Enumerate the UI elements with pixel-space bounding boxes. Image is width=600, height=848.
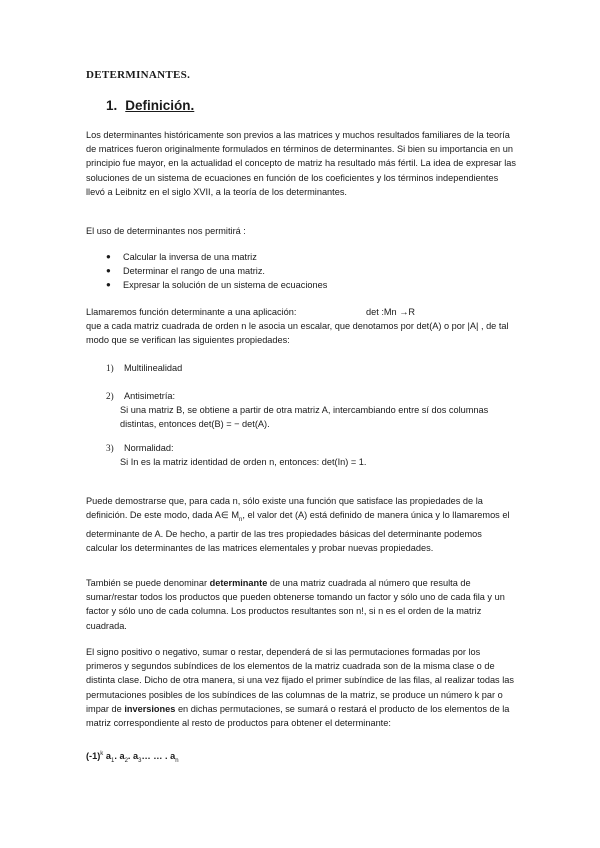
- property-number: 3): [106, 443, 114, 453]
- bullet-icon: ●: [106, 280, 111, 289]
- bullet-icon: ●: [106, 266, 111, 275]
- property-description: Si una matriz B, se obtiene a partir de otra matriz A, intercambiando entre sí dos columnas distintas, entonces det(B) = − det(A).: [120, 405, 489, 429]
- definition-text: Llamaremos función determinante a una aplicación:: [86, 307, 297, 317]
- uses-list: [106, 250, 327, 292]
- property-3: [106, 441, 174, 455]
- definition-paragraph: que a cada matriz cuadrada de orden n le asocia un escalar, que denotamos por det(A) o por |A| , de tal modo que se verifican las siguientes propiedades:: [86, 321, 509, 346]
- property-2: [106, 389, 175, 403]
- list-item: ● Calcular la inversa de una matriz: [106, 252, 257, 262]
- list-item: ● Expresar la solución de un sistema de ecuaciones: [106, 280, 328, 290]
- property-name: Normalidad:: [124, 443, 174, 453]
- property-number: 1): [106, 363, 114, 373]
- uses-intro: El uso de determinantes nos permitirá :: [86, 226, 246, 236]
- intro-paragraph: Los determinantes históricamente son previos a las matrices y muchos resultados familiares de la teoría de matrices fueron originalmente formulados en términos de determinantes. Si bien su importancia en un principio fue mayor, en la actualidad el concepto de matriz ha resultado más fértil. La idea de expresar las soluciones de un sistema de ecuaciones en función de los coeficientes y los términos independientes llevó a Leibnitz en el siglo XVII, a la teoría de los determinantes.: [86, 130, 517, 197]
- section-title: Definición.: [125, 98, 195, 113]
- definition-line: [86, 305, 526, 319]
- alt-definition-paragraph: También se puede denominar determinante de una matriz cuadrada al número que resulta de sumar/restar todos los productos que pueden obtenerse tomando un factor y sólo uno de cada fila y un factor y sólo uno de cada columna. Los productos resultantes son n!, si n es el orden de la matriz cuadrada.: [86, 578, 505, 631]
- uniqueness-paragraph: Puede demostrarse que, para cada n, sólo existe una función que satisface las propiedades de la definición. De este modo, dada A∈ $M_n$, el valor det (A) está definido de manera única y lo llamaremos el determinante de A. De hecho, a partir de las tres propiedades básicas del determinante podemos calcular los determinantes de las matrices elementales y probar nuevas propiedades.: [86, 496, 510, 554]
- property-1: [106, 361, 182, 375]
- property-name: Antisimetría:: [124, 391, 176, 401]
- property-description: Si In es la matriz identidad de orden n, entonces: det(In) = 1.: [120, 457, 367, 467]
- determinant-formula: $(-1)^k$ $a_1$. $a_2$. $a_3\dots$ … . $a_n$: [86, 751, 179, 764]
- section-heading: [106, 98, 194, 113]
- property-number: 2): [106, 391, 114, 401]
- document-title: DETERMINANTES.: [86, 69, 191, 81]
- property-name: Multilinealidad: [124, 363, 183, 373]
- section-number: 1.: [106, 98, 118, 113]
- list-item: ● Determinar el rango de una matriz.: [106, 266, 265, 276]
- bullet-icon: ●: [106, 252, 111, 261]
- definition-map: det :Mn →R: [366, 307, 416, 317]
- sign-paragraph: El signo positivo o negativo, sumar o restar, dependerá de si las permutaciones formadas por los primeros y segundos subíndices de los elementos de la matriz cuadrada son de la misma clase o de distinta clase. Dicho de otra manera, si una vez fijado el primer subíndice de las filas, al realizar todas las permutaciones posibles de los subíndices de las columnas de la matriz, se produce un número k par o impar de inversiones en dichas permutaciones, se sumará o restará el producto de los elementos de la matriz correspondiente al resto de productos para obtener el determinante:: [86, 647, 514, 729]
